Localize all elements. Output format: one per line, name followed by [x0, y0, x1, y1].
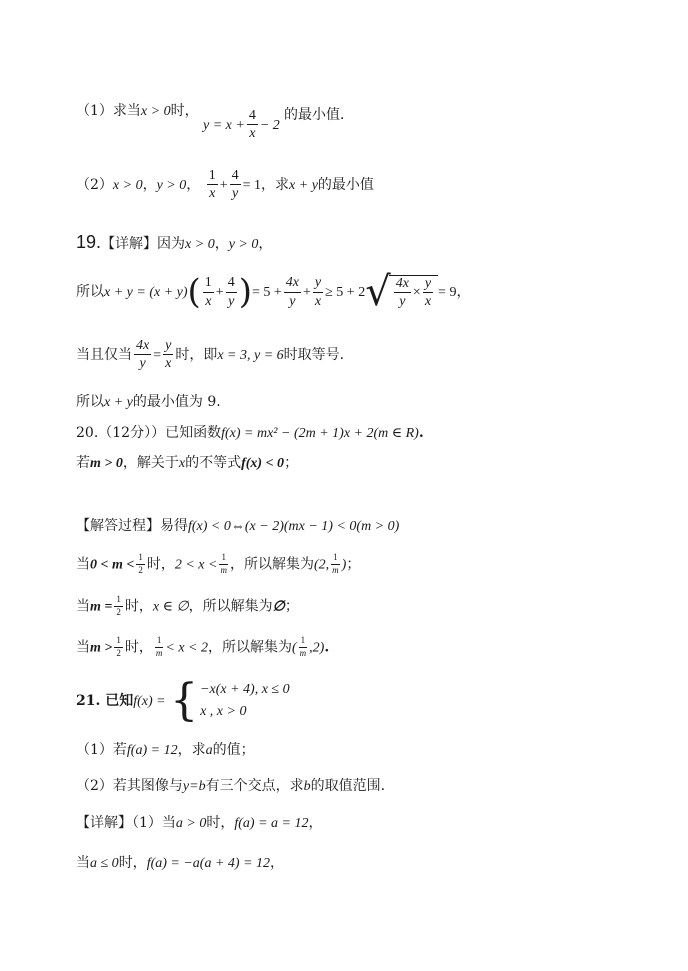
frac-num: y — [313, 275, 323, 292]
frac-num: y — [423, 276, 433, 293]
q20-c1-end: ； — [346, 556, 361, 573]
q21-sol1-pre: （1）当 — [132, 815, 176, 831]
frac-num: 4 — [230, 168, 241, 185]
q20-c1-set: ，所以解集为 — [229, 556, 314, 573]
q21-p2-end: 的取值范围. — [310, 778, 386, 794]
q19-eq-frac1 — [134, 338, 151, 372]
q19-concl-pre: 所以 — [76, 394, 104, 410]
q18-p2-plus: + — [219, 177, 228, 193]
frac-num: 1 — [219, 553, 228, 565]
q21-part1 — [76, 743, 255, 758]
q19-frac3 — [284, 275, 301, 309]
q18-p2-comma1: ， — [142, 176, 157, 193]
q21-sol1-mid: 时， — [206, 815, 235, 831]
q20-c2-mid: 时， — [124, 598, 153, 615]
q19-concl-expr: x + y — [104, 395, 133, 410]
q20-cond-mid2: 的不等式 — [185, 455, 242, 471]
q18-p2-expr: x + y — [289, 177, 318, 193]
frac-num: 1 — [331, 553, 340, 565]
q18-p1-when: 时， — [170, 103, 199, 119]
frac-num: 1 — [207, 168, 218, 185]
q19-eq-pre: 当且仅当 — [76, 346, 132, 363]
q20-cond: m > 0 — [90, 456, 123, 471]
q18-p1-frac — [247, 108, 258, 142]
paren-close: ) — [238, 272, 252, 312]
frac-num: y — [163, 338, 173, 355]
q19-times: × — [412, 284, 421, 300]
q19-tag: 【详解】 — [101, 236, 158, 252]
q20-c2-set: ，所以解集为 — [188, 598, 273, 615]
q19-e2: = 5 + — [251, 285, 282, 300]
q21-head — [76, 675, 290, 726]
q18-p1-tail-text: 的最小值． — [284, 107, 354, 123]
q21-fx: f(x) = — [133, 694, 166, 709]
q19-e4: = 9 — [438, 285, 457, 300]
q21-sol2-end: ， — [270, 855, 285, 871]
frac-den: m — [220, 564, 227, 575]
q21-p1-tail: ，求 — [177, 742, 206, 758]
q20-c2-cond: m = — [90, 599, 113, 615]
frac-den: x — [249, 126, 256, 142]
q21-sol2-cond: a ≤ 0 — [90, 856, 119, 871]
q20-cond-mid: ，解关于 — [122, 455, 179, 471]
frac-den: m — [155, 647, 163, 658]
q20-c3-ans-b: ,2) — [309, 640, 325, 656]
frac-den: 2 — [116, 606, 121, 617]
q19-derivation — [76, 269, 471, 315]
q19-eq-vals: x = 3, y = 6 — [217, 347, 284, 363]
q19-sqrt-frac1 — [394, 276, 411, 310]
q18-part2 — [76, 168, 374, 202]
frac-num: 4 — [247, 108, 258, 125]
q21-sol2-pre: 当 — [76, 855, 90, 871]
q20-c2-frac — [114, 595, 123, 618]
q20-c1-pre: 当 — [76, 556, 90, 573]
q21-p1-var: a — [205, 743, 213, 758]
q20-c1-ans-a: (2, — [313, 557, 330, 573]
q18-p1-tail-line — [284, 108, 354, 122]
frac-den: x — [424, 294, 432, 309]
q20-c1-mid: 时， — [146, 556, 175, 573]
q19-e4-end: ， — [456, 284, 471, 300]
frac-den: m — [299, 647, 307, 658]
q18-p2-c1: x > 0 — [112, 177, 143, 193]
frac-den: x — [314, 293, 322, 309]
q19-head — [76, 233, 272, 252]
q20-case3 — [76, 636, 329, 659]
q20-c3-ans-a: ( — [291, 640, 297, 656]
q20-c3-cond: m > — [90, 640, 113, 656]
frac-num: 1 — [136, 553, 145, 565]
q21-p1-end: 的值； — [212, 742, 255, 758]
q21-sol1-expr: f(a) = a = 12 — [234, 816, 309, 831]
q21-piecewise — [170, 675, 290, 726]
q19-frac2 — [226, 275, 237, 309]
frac-num: 4 — [226, 275, 237, 292]
q19-eq-mid: 时，即 — [175, 346, 218, 363]
frac-num: 4x — [394, 276, 411, 293]
q18-p1-func-tail: − 2 — [259, 117, 280, 133]
q21-part2 — [76, 779, 385, 794]
q20-c3-end: . — [324, 639, 330, 656]
q20-c1-cond: 0 < m < — [90, 557, 135, 573]
frac-den: x — [209, 186, 216, 202]
q19-c2: y > 0 — [228, 237, 259, 252]
q20-cond-pre: 若 — [76, 455, 90, 471]
q19-e3: ≥ 5 + 2 — [325, 285, 366, 300]
q21-p2-mid: 有三个交点，求 — [205, 778, 304, 794]
q18-p2-eq: = 1 — [242, 177, 262, 193]
q20-c1-ans-b: ) — [341, 557, 347, 573]
frac-den: y — [228, 293, 235, 309]
frac-num: 1 — [203, 275, 214, 292]
q20-c1-afrac — [331, 553, 340, 576]
q19-concl-tail: 的最小值为 9. — [132, 394, 221, 410]
q20-cond-end: ； — [284, 455, 299, 471]
q18-p1-func-lhs: y = x + — [203, 117, 245, 133]
q20-condition — [76, 456, 298, 471]
sqrt-sign: √ — [365, 269, 391, 315]
q19-qeq: = — [153, 347, 162, 363]
q20-c1-frac — [136, 553, 145, 576]
q20-head-end: . — [418, 425, 424, 441]
paren-open: ( — [187, 272, 201, 312]
q19-eq-frac2 — [163, 338, 173, 372]
q21-case2: x , x > 0 — [200, 704, 247, 719]
frac-den: 2 — [116, 647, 121, 658]
q20-proc-tag: 【解答过程】 — [76, 518, 160, 534]
q21-case1: −x(x + 4), x ≤ 0 — [200, 682, 290, 697]
q18-p1-formula — [203, 108, 280, 142]
q19-frac1 — [203, 275, 214, 309]
q20-c3-set: ，所以解集为 — [207, 639, 292, 656]
q19-conclusion — [76, 395, 221, 410]
q19-end: ， — [258, 236, 273, 252]
q20-head — [76, 426, 424, 441]
q21-sol2-expr: f(a) = −a(a + 4) = 12 — [146, 856, 271, 871]
q20-c3-pre: 当 — [76, 639, 90, 656]
q21-p2-var: b — [303, 779, 311, 794]
q21-p1-expr: f(a) = 12 — [126, 743, 178, 758]
frac-den: y — [289, 293, 296, 309]
q18-p1-cond: x > 0 — [140, 104, 171, 119]
q21-solution2 — [76, 856, 284, 871]
q20-case2 — [76, 595, 299, 618]
q19-equality — [76, 338, 344, 372]
q20-c1-range: 2 < x < — [174, 557, 218, 573]
q18-p2-ask: ，求 — [261, 176, 290, 193]
q20-func: f(x) = mx² − (2m + 1)x + 2(m ∈ R) — [221, 426, 419, 441]
frac-num: 1 — [114, 636, 123, 648]
q18-p2-comma2: ， — [186, 176, 201, 193]
q19-intro: 因为 — [157, 236, 186, 252]
q20-c2-ans: ∅ — [272, 599, 285, 615]
q20-proc-expr: f(x) < 0⇔(x − 2)(mx − 1) < 0(m > 0) — [188, 519, 400, 534]
q18-p2-c2: y > 0 — [156, 177, 187, 193]
q19-plus2: + — [302, 285, 311, 300]
q20-c2-range: x ∈ ∅ — [152, 599, 189, 615]
q19-sqrt — [365, 269, 438, 315]
q20-proc-pre: 易得 — [160, 518, 188, 534]
q18-p2-frac2 — [230, 168, 241, 202]
q20-c1-rfrac — [219, 553, 228, 576]
q20-c2-pre: 当 — [76, 598, 90, 615]
q18-p2-label: （2） — [76, 176, 113, 193]
frac-den: m — [332, 564, 339, 575]
q21-sol-tag: 【详解】 — [76, 815, 132, 831]
frac-den: x — [165, 356, 172, 372]
frac-den: x — [205, 293, 212, 309]
q20-process — [76, 519, 399, 534]
frac-den: y — [232, 186, 239, 202]
q21-head-text: 21. 已知 — [76, 693, 134, 709]
q19-number: 19. — [76, 232, 102, 252]
q19-sep: ， — [214, 236, 229, 252]
q18-p2-tail: 的最小值 — [317, 176, 374, 193]
q19-eq-tail: 时取等号. — [283, 346, 345, 363]
frac-den: y — [399, 294, 406, 309]
q21-p1-label: （1）若 — [76, 742, 127, 758]
brace-icon: { — [170, 675, 199, 726]
q19-frac4 — [313, 275, 323, 309]
q20-ineq: f(x) < 0 — [241, 456, 285, 471]
frac-den: 2 — [138, 564, 143, 575]
q20-c2-end: ； — [284, 598, 299, 615]
q21-sol1-cond: a > 0 — [175, 816, 207, 831]
q21-sol1-end: ， — [308, 815, 323, 831]
q20-c3-rfrac — [155, 636, 164, 659]
q21-p2-expr: y=b — [182, 779, 206, 794]
q19-sqrt-frac2 — [423, 276, 433, 310]
q20-case1 — [76, 553, 360, 576]
q20-c3-mid: 时， — [124, 639, 153, 656]
q18-p1-label: （1）求当 — [76, 103, 141, 119]
q21-p2-label: （2）若其图像与 — [76, 778, 183, 794]
frac-num: 1 — [155, 636, 164, 648]
q21-sol2-mid: 时， — [118, 855, 147, 871]
q20-head-text: 20.（12分））已知函数 — [76, 425, 222, 441]
q20-c3-afrac — [299, 636, 308, 659]
q19-plus: + — [215, 285, 224, 300]
frac-num: 1 — [299, 636, 308, 648]
q21-solution1 — [76, 816, 322, 831]
q20-c3-frac — [114, 636, 123, 659]
q19-so: 所以 — [76, 284, 104, 300]
frac-num: 4x — [284, 275, 301, 292]
frac-num: 4x — [134, 338, 151, 355]
frac-den: y — [139, 356, 146, 372]
q20-cond-var: x — [178, 456, 186, 471]
frac-num: 1 — [114, 595, 123, 607]
q19-c1: x > 0 — [185, 237, 215, 252]
q19-e1: x + y = (x + y) — [104, 285, 188, 300]
q20-c3-range: < x < 2 — [165, 640, 208, 656]
q18-p2-frac1 — [207, 168, 218, 202]
